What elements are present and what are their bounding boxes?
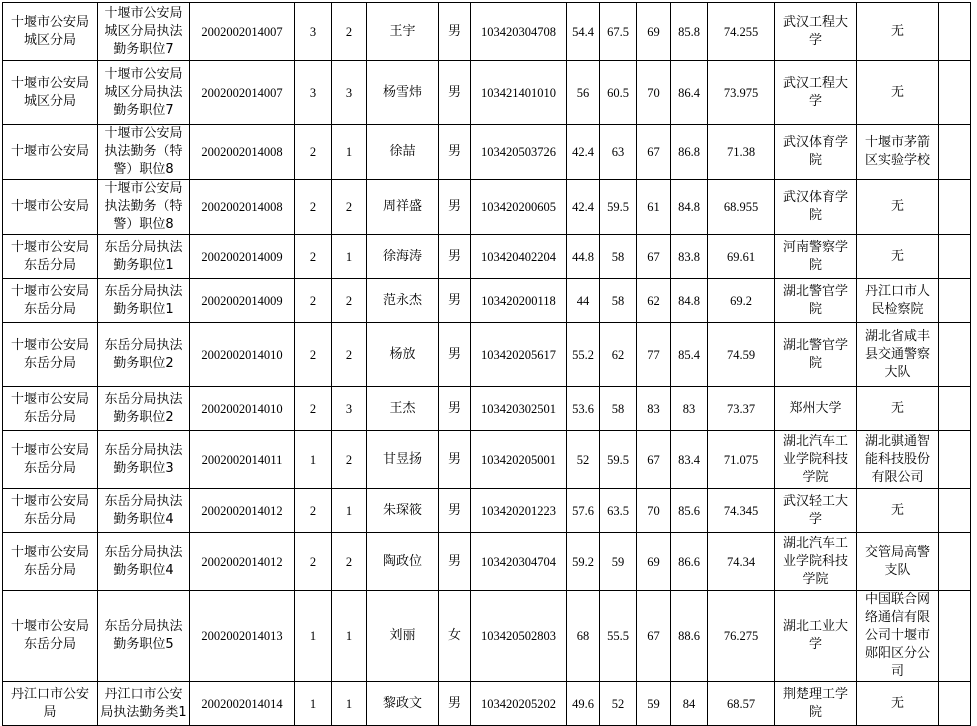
name-cell: 王杰 bbox=[367, 387, 439, 431]
school-cell: 郑州大学 bbox=[775, 387, 857, 431]
total-score-cell: 68.57 bbox=[708, 682, 775, 726]
results-table bbox=[2, 2, 971, 726]
score-4-cell: 86.8 bbox=[671, 125, 708, 180]
total-score-cell: 76.275 bbox=[708, 591, 775, 682]
position-code-cell: 2002002014014 bbox=[190, 682, 295, 726]
score-2-cell: 59.5 bbox=[600, 180, 637, 235]
employer-cell: 无 bbox=[857, 235, 939, 279]
employer-cell: 十堰市茅箭区实验学校 bbox=[857, 125, 939, 180]
score-1-cell: 56 bbox=[567, 61, 600, 125]
employer-cell: 无 bbox=[857, 682, 939, 726]
position-cell: 十堰市公安局城区分局执法勤务职位7 bbox=[98, 3, 190, 61]
rank-cell: 2 bbox=[332, 180, 367, 235]
gender-cell: 男 bbox=[439, 533, 471, 591]
table-row bbox=[3, 682, 971, 726]
score-4-cell: 83.8 bbox=[671, 235, 708, 279]
score-2-cell: 59.5 bbox=[600, 431, 637, 489]
score-4-cell: 85.4 bbox=[671, 323, 708, 387]
table-row bbox=[3, 591, 971, 682]
score-1-cell: 55.2 bbox=[567, 323, 600, 387]
rank-cell: 2 bbox=[332, 3, 367, 61]
score-3-cell: 67 bbox=[637, 235, 671, 279]
total-score-cell: 73.975 bbox=[708, 61, 775, 125]
empty-cell bbox=[939, 323, 971, 387]
position-cell: 十堰市公安局城区分局执法勤务职位7 bbox=[98, 61, 190, 125]
unit-cell: 十堰市公安局 bbox=[3, 125, 98, 180]
position-code-cell: 2002002014008 bbox=[190, 125, 295, 180]
position-code-cell: 2002002014009 bbox=[190, 279, 295, 323]
rank-cell: 3 bbox=[332, 61, 367, 125]
score-3-cell: 67 bbox=[637, 125, 671, 180]
name-cell: 王宇 bbox=[367, 3, 439, 61]
employer-cell: 交管局高警支队 bbox=[857, 533, 939, 591]
position-cell: 丹江口市公安局执法勤务类1 bbox=[98, 682, 190, 726]
exam-number-cell: 103420200605 bbox=[471, 180, 567, 235]
score-2-cell: 62 bbox=[600, 323, 637, 387]
position-code-cell: 2002002014008 bbox=[190, 180, 295, 235]
score-3-cell: 67 bbox=[637, 431, 671, 489]
position-code-cell: 2002002014007 bbox=[190, 3, 295, 61]
name-cell: 朱琛筱 bbox=[367, 489, 439, 533]
rank-cell: 1 bbox=[332, 489, 367, 533]
score-2-cell: 60.5 bbox=[600, 61, 637, 125]
score-2-cell: 55.5 bbox=[600, 591, 637, 682]
score-4-cell: 85.6 bbox=[671, 489, 708, 533]
quota-cell: 2 bbox=[295, 489, 332, 533]
score-2-cell: 58 bbox=[600, 387, 637, 431]
employer-cell: 无 bbox=[857, 387, 939, 431]
unit-cell: 十堰市公安局东岳分局 bbox=[3, 591, 98, 682]
unit-cell: 十堰市公安局东岳分局 bbox=[3, 323, 98, 387]
quota-cell: 2 bbox=[295, 323, 332, 387]
position-code-cell: 2002002014011 bbox=[190, 431, 295, 489]
gender-cell: 男 bbox=[439, 387, 471, 431]
name-cell: 杨雪炜 bbox=[367, 61, 439, 125]
empty-cell bbox=[939, 279, 971, 323]
employer-cell: 无 bbox=[857, 3, 939, 61]
unit-cell: 十堰市公安局东岳分局 bbox=[3, 489, 98, 533]
exam-number-cell: 103420205001 bbox=[471, 431, 567, 489]
total-score-cell: 68.955 bbox=[708, 180, 775, 235]
empty-cell bbox=[939, 591, 971, 682]
quota-cell: 2 bbox=[295, 279, 332, 323]
total-score-cell: 74.345 bbox=[708, 489, 775, 533]
rank-cell: 1 bbox=[332, 125, 367, 180]
name-cell: 徐海涛 bbox=[367, 235, 439, 279]
score-3-cell: 59 bbox=[637, 682, 671, 726]
score-2-cell: 59 bbox=[600, 533, 637, 591]
score-4-cell: 85.8 bbox=[671, 3, 708, 61]
total-score-cell: 74.34 bbox=[708, 533, 775, 591]
rank-cell: 3 bbox=[332, 387, 367, 431]
score-2-cell: 63.5 bbox=[600, 489, 637, 533]
score-3-cell: 83 bbox=[637, 387, 671, 431]
unit-cell: 十堰市公安局东岳分局 bbox=[3, 235, 98, 279]
position-cell: 东岳分局执法勤务职位5 bbox=[98, 591, 190, 682]
position-cell: 十堰市公安局执法勤务（特警）职位8 bbox=[98, 180, 190, 235]
rank-cell: 2 bbox=[332, 431, 367, 489]
score-2-cell: 58 bbox=[600, 235, 637, 279]
quota-cell: 2 bbox=[295, 533, 332, 591]
school-cell: 湖北警官学院 bbox=[775, 323, 857, 387]
total-score-cell: 73.37 bbox=[708, 387, 775, 431]
score-3-cell: 70 bbox=[637, 489, 671, 533]
quota-cell: 2 bbox=[295, 180, 332, 235]
score-3-cell: 70 bbox=[637, 61, 671, 125]
unit-cell: 十堰市公安局东岳分局 bbox=[3, 431, 98, 489]
score-3-cell: 77 bbox=[637, 323, 671, 387]
employer-cell: 无 bbox=[857, 180, 939, 235]
quota-cell: 2 bbox=[295, 235, 332, 279]
score-1-cell: 57.6 bbox=[567, 489, 600, 533]
gender-cell: 男 bbox=[439, 61, 471, 125]
gender-cell: 男 bbox=[439, 431, 471, 489]
score-2-cell: 52 bbox=[600, 682, 637, 726]
employer-cell: 无 bbox=[857, 489, 939, 533]
score-1-cell: 53.6 bbox=[567, 387, 600, 431]
rank-cell: 1 bbox=[332, 235, 367, 279]
exam-number-cell: 103420200118 bbox=[471, 279, 567, 323]
gender-cell: 男 bbox=[439, 125, 471, 180]
score-1-cell: 42.4 bbox=[567, 125, 600, 180]
name-cell: 范永杰 bbox=[367, 279, 439, 323]
exam-number-cell: 103420402204 bbox=[471, 235, 567, 279]
name-cell: 杨放 bbox=[367, 323, 439, 387]
empty-cell bbox=[939, 180, 971, 235]
school-cell: 荆楚理工学院 bbox=[775, 682, 857, 726]
quota-cell: 1 bbox=[295, 682, 332, 726]
gender-cell: 男 bbox=[439, 180, 471, 235]
employer-cell: 中国联合网络通信有限公司十堰市郧阳区分公司 bbox=[857, 591, 939, 682]
gender-cell: 男 bbox=[439, 682, 471, 726]
position-code-cell: 2002002014010 bbox=[190, 387, 295, 431]
unit-cell: 十堰市公安局东岳分局 bbox=[3, 533, 98, 591]
table-row bbox=[3, 3, 971, 61]
score-4-cell: 88.6 bbox=[671, 591, 708, 682]
table-row bbox=[3, 533, 971, 591]
position-code-cell: 2002002014012 bbox=[190, 489, 295, 533]
position-cell: 东岳分局执法勤务职位4 bbox=[98, 533, 190, 591]
empty-cell bbox=[939, 489, 971, 533]
name-cell: 黎政文 bbox=[367, 682, 439, 726]
score-1-cell: 44 bbox=[567, 279, 600, 323]
position-code-cell: 2002002014013 bbox=[190, 591, 295, 682]
rank-cell: 1 bbox=[332, 591, 367, 682]
quota-cell: 3 bbox=[295, 61, 332, 125]
gender-cell: 男 bbox=[439, 279, 471, 323]
position-cell: 东岳分局执法勤务职位2 bbox=[98, 323, 190, 387]
table-row bbox=[3, 489, 971, 533]
empty-cell bbox=[939, 3, 971, 61]
score-4-cell: 86.4 bbox=[671, 61, 708, 125]
score-2-cell: 63 bbox=[600, 125, 637, 180]
quota-cell: 2 bbox=[295, 125, 332, 180]
rank-cell: 1 bbox=[332, 682, 367, 726]
school-cell: 湖北警官学院 bbox=[775, 279, 857, 323]
exam-number-cell: 103420201223 bbox=[471, 489, 567, 533]
score-1-cell: 59.2 bbox=[567, 533, 600, 591]
total-score-cell: 74.59 bbox=[708, 323, 775, 387]
total-score-cell: 69.61 bbox=[708, 235, 775, 279]
score-3-cell: 62 bbox=[637, 279, 671, 323]
name-cell: 刘丽 bbox=[367, 591, 439, 682]
school-cell: 武汉工程大学 bbox=[775, 3, 857, 61]
exam-number-cell: 103420304708 bbox=[471, 3, 567, 61]
employer-cell: 湖北骐通智能科技股份有限公司 bbox=[857, 431, 939, 489]
score-1-cell: 54.4 bbox=[567, 3, 600, 61]
exam-number-cell: 103420304704 bbox=[471, 533, 567, 591]
quota-cell: 2 bbox=[295, 387, 332, 431]
table-row bbox=[3, 180, 971, 235]
name-cell: 周祥盛 bbox=[367, 180, 439, 235]
score-4-cell: 86.6 bbox=[671, 533, 708, 591]
exam-number-cell: 103420205202 bbox=[471, 682, 567, 726]
empty-cell bbox=[939, 431, 971, 489]
score-1-cell: 49.6 bbox=[567, 682, 600, 726]
position-cell: 东岳分局执法勤务职位2 bbox=[98, 387, 190, 431]
score-1-cell: 42.4 bbox=[567, 180, 600, 235]
gender-cell: 男 bbox=[439, 323, 471, 387]
quota-cell: 1 bbox=[295, 431, 332, 489]
gender-cell: 女 bbox=[439, 591, 471, 682]
total-score-cell: 74.255 bbox=[708, 3, 775, 61]
name-cell: 陶政位 bbox=[367, 533, 439, 591]
school-cell: 武汉轻工大学 bbox=[775, 489, 857, 533]
score-2-cell: 67.5 bbox=[600, 3, 637, 61]
school-cell: 武汉体育学院 bbox=[775, 180, 857, 235]
unit-cell: 十堰市公安局东岳分局 bbox=[3, 279, 98, 323]
position-cell: 东岳分局执法勤务职位1 bbox=[98, 235, 190, 279]
score-4-cell: 84 bbox=[671, 682, 708, 726]
school-cell: 湖北工业大学 bbox=[775, 591, 857, 682]
score-1-cell: 68 bbox=[567, 591, 600, 682]
employer-cell: 湖北省咸丰县交通警察大队 bbox=[857, 323, 939, 387]
empty-cell bbox=[939, 682, 971, 726]
position-cell: 东岳分局执法勤务职位4 bbox=[98, 489, 190, 533]
school-cell: 武汉体育学院 bbox=[775, 125, 857, 180]
rank-cell: 2 bbox=[332, 533, 367, 591]
score-2-cell: 58 bbox=[600, 279, 637, 323]
exam-number-cell: 103420502803 bbox=[471, 591, 567, 682]
table-row bbox=[3, 279, 971, 323]
employer-cell: 丹江口市人民检察院 bbox=[857, 279, 939, 323]
score-1-cell: 52 bbox=[567, 431, 600, 489]
score-3-cell: 69 bbox=[637, 3, 671, 61]
exam-number-cell: 103420302501 bbox=[471, 387, 567, 431]
score-3-cell: 67 bbox=[637, 591, 671, 682]
position-cell: 东岳分局执法勤务职位1 bbox=[98, 279, 190, 323]
school-cell: 湖北汽车工业学院科技学院 bbox=[775, 431, 857, 489]
table-row bbox=[3, 125, 971, 180]
table-body bbox=[3, 3, 971, 726]
gender-cell: 男 bbox=[439, 235, 471, 279]
empty-cell bbox=[939, 125, 971, 180]
unit-cell: 十堰市公安局 bbox=[3, 180, 98, 235]
position-code-cell: 2002002014009 bbox=[190, 235, 295, 279]
table-row bbox=[3, 323, 971, 387]
name-cell: 甘昱扬 bbox=[367, 431, 439, 489]
school-cell: 武汉工程大学 bbox=[775, 61, 857, 125]
score-3-cell: 69 bbox=[637, 533, 671, 591]
empty-cell bbox=[939, 235, 971, 279]
unit-cell: 十堰市公安局城区分局 bbox=[3, 3, 98, 61]
table-row bbox=[3, 431, 971, 489]
unit-cell: 十堰市公安局东岳分局 bbox=[3, 387, 98, 431]
empty-cell bbox=[939, 61, 971, 125]
empty-cell bbox=[939, 533, 971, 591]
position-cell: 十堰市公安局执法勤务（特警）职位8 bbox=[98, 125, 190, 180]
name-cell: 徐喆 bbox=[367, 125, 439, 180]
exam-number-cell: 103421401010 bbox=[471, 61, 567, 125]
score-1-cell: 44.8 bbox=[567, 235, 600, 279]
unit-cell: 丹江口市公安局 bbox=[3, 682, 98, 726]
exam-number-cell: 103420205617 bbox=[471, 323, 567, 387]
score-4-cell: 83.4 bbox=[671, 431, 708, 489]
rank-cell: 2 bbox=[332, 279, 367, 323]
school-cell: 河南警察学院 bbox=[775, 235, 857, 279]
position-cell: 东岳分局执法勤务职位3 bbox=[98, 431, 190, 489]
position-code-cell: 2002002014007 bbox=[190, 61, 295, 125]
score-4-cell: 84.8 bbox=[671, 180, 708, 235]
gender-cell: 男 bbox=[439, 489, 471, 533]
total-score-cell: 71.075 bbox=[708, 431, 775, 489]
total-score-cell: 69.2 bbox=[708, 279, 775, 323]
table-row bbox=[3, 61, 971, 125]
total-score-cell: 71.38 bbox=[708, 125, 775, 180]
quota-cell: 1 bbox=[295, 591, 332, 682]
exam-number-cell: 103420503726 bbox=[471, 125, 567, 180]
score-4-cell: 83 bbox=[671, 387, 708, 431]
table-row bbox=[3, 235, 971, 279]
gender-cell: 男 bbox=[439, 3, 471, 61]
position-code-cell: 2002002014012 bbox=[190, 533, 295, 591]
score-4-cell: 84.8 bbox=[671, 279, 708, 323]
rank-cell: 2 bbox=[332, 323, 367, 387]
school-cell: 湖北汽车工业学院科技学院 bbox=[775, 533, 857, 591]
unit-cell: 十堰市公安局城区分局 bbox=[3, 61, 98, 125]
score-3-cell: 61 bbox=[637, 180, 671, 235]
empty-cell bbox=[939, 387, 971, 431]
position-code-cell: 2002002014010 bbox=[190, 323, 295, 387]
employer-cell: 无 bbox=[857, 61, 939, 125]
table-row bbox=[3, 387, 971, 431]
quota-cell: 3 bbox=[295, 3, 332, 61]
